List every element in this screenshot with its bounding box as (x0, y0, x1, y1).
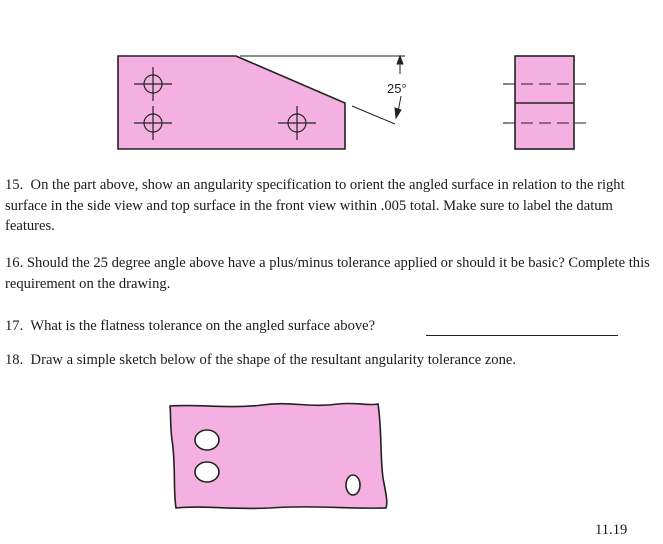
angle-label: 25° (387, 81, 407, 96)
front-view (118, 56, 407, 149)
answer-line[interactable] (426, 335, 618, 336)
page-number: 11.19 (595, 522, 628, 538)
sketch-area (170, 403, 387, 508)
front-view-part-outline (118, 56, 345, 149)
question-17: 17. What is the flatness tolerance on the angled surface above? (5, 318, 376, 334)
question-18: 18. Draw a simple sketch below of the shape of the resultant angularity tolerance zone. (5, 352, 517, 368)
question-16: 16. Should the 25 degree angle above have a plus/minus tolerance applied or should it be basic? Complete this requirement on the drawing. (5, 255, 650, 292)
sketch-hole-2 (195, 462, 219, 482)
side-view (503, 56, 586, 149)
question-15: 15. On the part above, show an angularity specification to orient the angled surface in relation to the right surface in the side view and top surface in the front view within .005 total. Make sure to label the datum features. (5, 177, 625, 234)
sketch-hole-1 (195, 430, 219, 450)
sketch-hole-3 (346, 475, 360, 495)
